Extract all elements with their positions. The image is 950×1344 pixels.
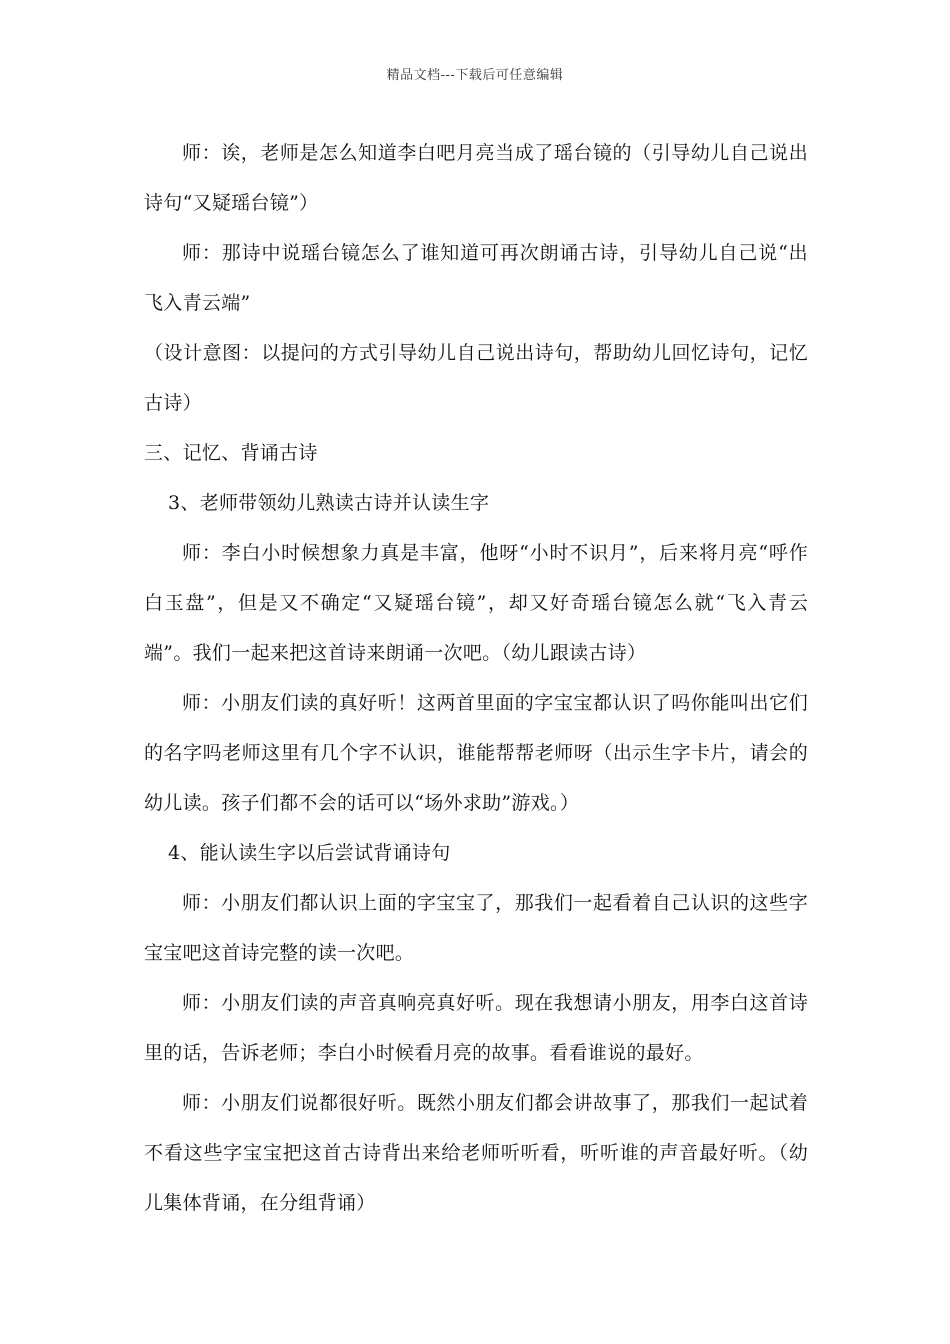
paragraph-teacher-story: 师：小朋友们读的声音真响亮真好听。现在我想请小朋友，用李白这首诗里的话，告诉老师；李白小时候看月亮的故事。看看谁说的最好。 [144, 992, 808, 1064]
paragraph-teacher-read-along: 师：李白小时候想象力真是丰富，他呀“小时不识月”，后来将月亮“呼作白玉盘”，但是又不确定“又疑瑶台镜”，却又好奇瑶台镜怎么就“飞入青云端”。我们一起来把这首诗来朗诵一次吧。（幼儿跟读古诗） [144, 542, 808, 664]
paragraph-teacher-recite: 师：小朋友们说都很好听。既然小朋友们都会讲故事了，那我们一起试着不看这些字宝宝把这首古诗背出来给老师听听看，听听谁的声音最好听。（幼儿集体背诵，在分组背诵） [144, 1092, 808, 1214]
section-heading-memorize: 三、记忆、背诵古诗 [144, 442, 318, 464]
paragraph-teacher-characters: 师：小朋友们读的真好听！这两首里面的字宝宝都认识了吗你能叫出它们的名字吗老师这里有几个字不认识，谁能帮帮老师呀（出示生字卡片，请会的幼儿读。孩子们都不会的话可以“场外求助”游戏。） [144, 692, 808, 814]
paragraph-teacher-read-whole: 师：小朋友们都认识上面的字宝宝了，那我们一起看着自己认识的这些字宝宝吧这首诗完整的读一次吧。 [144, 892, 808, 964]
paragraph-teacher-question-2: 师：那诗中说瑶台镜怎么了谁知道可再次朗诵古诗，引导幼儿自己说“出飞入青云端” [144, 242, 808, 314]
step-heading-4: 4、能认读生字以后尝试背诵诗句 [168, 842, 451, 864]
page-header: 精品文档---下载后可任意编辑 [386, 68, 564, 83]
paragraph-teacher-question-1: 师：诶，老师是怎么知道李白吧月亮当成了瑶台镜的（引导幼儿自己说出诗句“又疑瑶台镜”） [144, 142, 808, 214]
paragraph-design-intent: （设计意图：以提问的方式引导幼儿自己说出诗句，帮助幼儿回忆诗句，记忆古诗） [144, 342, 808, 414]
document-body [144, 128, 808, 1228]
step-heading-3: 3、老师带领幼儿熟读古诗并认读生字 [168, 492, 490, 514]
